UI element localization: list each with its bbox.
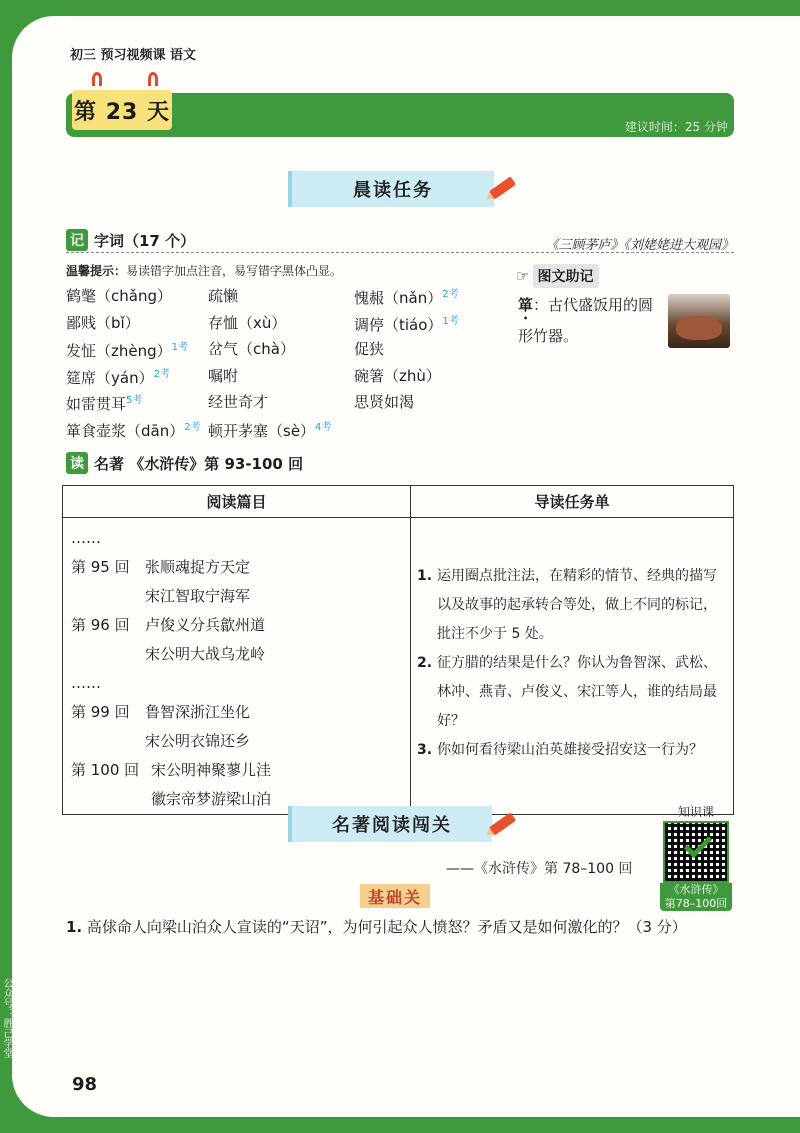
vocab-word: 鄙贱（bǐ） [66,313,140,332]
memorize-icon: 记 [66,229,88,251]
chapter-row [63,582,410,611]
task-text: 你如何看待梁山泊英雄接受招安这一行为？ [437,742,703,758]
morning-task-title: 晨读任务 [353,180,433,201]
chapters-cell [63,518,411,815]
day-tag: 第 23 天 [72,90,172,130]
chapter-title: 鲁智深浙江坐化 [145,703,251,721]
qr-code[interactable] [663,821,729,883]
tip-label: 温馨提示： [66,264,127,278]
words-source: 《三顾茅庐》《刘姥姥进大观园》 [545,238,734,253]
chapter-number: 第 96 回 [71,616,130,634]
vocab-word: 调停（tiáo）$^{1考}$ [354,315,459,334]
question-number: 1. [66,918,83,936]
vocab-word: 疏懒 [208,287,239,305]
qr-label: 知识课 [677,805,714,819]
vocab-word: 筵席（yán）$^{2考}$ [66,368,170,387]
vocab-word: 发怔（zhèng）$^{1考}$ [66,342,189,360]
chapter-title: 宋公明衣锦还乡 [145,732,251,750]
vocab-word: 碗箸（zhù） [354,366,441,385]
task-number: 2. [417,655,433,671]
binder-ring-icon [92,72,102,86]
vocab-word: 岔气（chà） [208,340,295,358]
chapter-row [63,669,410,698]
bamboo-basket-image [668,294,730,348]
vocab-word: 顿开茅塞（sè）$^{4考}$ [208,421,332,440]
tip-line [66,262,342,279]
level-badge: 基础关 [360,884,430,908]
helper-text-block [518,292,658,349]
page-number: 98 [72,1074,98,1095]
exam-count: 1考 [171,342,189,353]
vocab-word: 经世奇才 [208,393,269,411]
tasks-cell [411,518,734,815]
task-text: 运用圈点批注法，在精彩的情节、经典的描写以及故事的起承转合等处，做上不同的标记，批注不少于 5 处。 [437,568,717,642]
qr-code-box[interactable] [660,803,732,910]
exam-count: 2考 [184,421,201,433]
reading-table [62,485,734,815]
table-header: 阅读篇目 [63,486,411,518]
tip-text: 易读错字加点注音，易写错字黑体凸显。 [126,264,343,278]
qr-caption-line: 《水浒传》 [668,883,724,896]
chapter-title: 宋江智取宁海军 [145,587,251,605]
header-label: 初三 预习视频课 语文 [70,48,197,63]
helper-tag: 图文助记 [533,264,599,288]
vocab-word: 如雷贯耳$^{5考}$ [66,395,143,413]
vocab-word: 愧赧（nǎn）$^{2考}$ [354,289,459,307]
question-1 [66,916,687,937]
vocab-word: 存恤（xù） [208,313,287,332]
chapter-title: 宋公明大战乌龙岭 [145,645,266,663]
chapter-row [63,524,410,553]
chapter-number: 第 100 回 [71,761,140,779]
task-number: 3. [417,742,433,758]
classic-section-title: 名著 《水浒传》第 93-100 回 [94,454,304,473]
vocab-word: 箪食壶浆（dān）$^{2考}$ [66,421,201,440]
chapter-row [63,727,410,756]
classic-section-header [66,452,303,474]
chapter-title: 宋公明神聚蓼儿洼 [151,761,272,779]
chapter-number: 第 95 回 [71,558,130,576]
task-number: 1. [417,568,433,584]
reading-pass-banner [288,806,492,842]
chapter-row [63,640,410,669]
divider [66,252,734,253]
exam-count: 2考 [442,289,459,300]
chapter-title: 张顺魂捉方天定 [145,558,251,576]
pointing-hand-icon: ☞ [516,267,530,285]
chapter-row [63,553,410,582]
binder-ring-icon [148,72,158,86]
check-icon [684,830,712,858]
question-text: 高俅命人向梁山泊众人宣读的“天诏”，为何引起众人愤怒？矛盾又是如何激化的？（3 分） [86,918,687,936]
words-section-title: 字词（17 个） [94,231,196,250]
qr-caption [660,883,732,911]
vocab-word: 嘱咐 [208,366,239,385]
chapter-title: 卢俊义分兵歙州道 [145,616,266,634]
task-item [411,736,733,765]
exam-count: 5考 [126,395,143,406]
vocab-word: 思贤如渴 [354,393,415,411]
task-text: 征方腊的结果是什么？你认为鲁智深、武松、林冲、燕青、卢俊义、宋江等人，谁的结局最好？ [437,655,717,729]
picture-helper [516,264,736,288]
read-icon: 读 [66,452,88,474]
suggest-time: 建议时间：25 分钟 [624,120,728,134]
reading-pass-title: 名著阅读闯关 [332,815,452,836]
words-section-header [66,229,195,251]
side-watermark: 公众号：胜己学堂 [1,978,12,1058]
table-header: 导读任务单 [411,486,734,518]
qr-caption-line: 第78–100回 [664,897,728,910]
morning-task-banner [288,171,494,207]
chapter-title: 徽宗帝梦游梁山泊 [151,790,272,808]
chapter-number: 第 99 回 [71,703,130,721]
chapter-row [63,698,410,727]
exam-count: 4考 [315,421,332,433]
task-item [411,649,733,736]
chapter-number: …… [71,529,101,547]
exam-count: 2考 [153,368,170,380]
vocab-word: 鹤氅（chǎng） [66,287,172,305]
reading-pass-source: ——《水浒传》第 78–100 回 [446,861,633,877]
chapter-number: …… [71,674,101,692]
helper-term: 箪 [518,296,534,314]
chapter-row [63,756,410,785]
vocab-word: 促狭 [354,340,385,358]
chapter-row [63,611,410,640]
exam-count: 1考 [442,315,459,327]
task-item [411,562,733,649]
helper-text: ：古代盛饭用的圆形竹器。 [518,296,654,345]
